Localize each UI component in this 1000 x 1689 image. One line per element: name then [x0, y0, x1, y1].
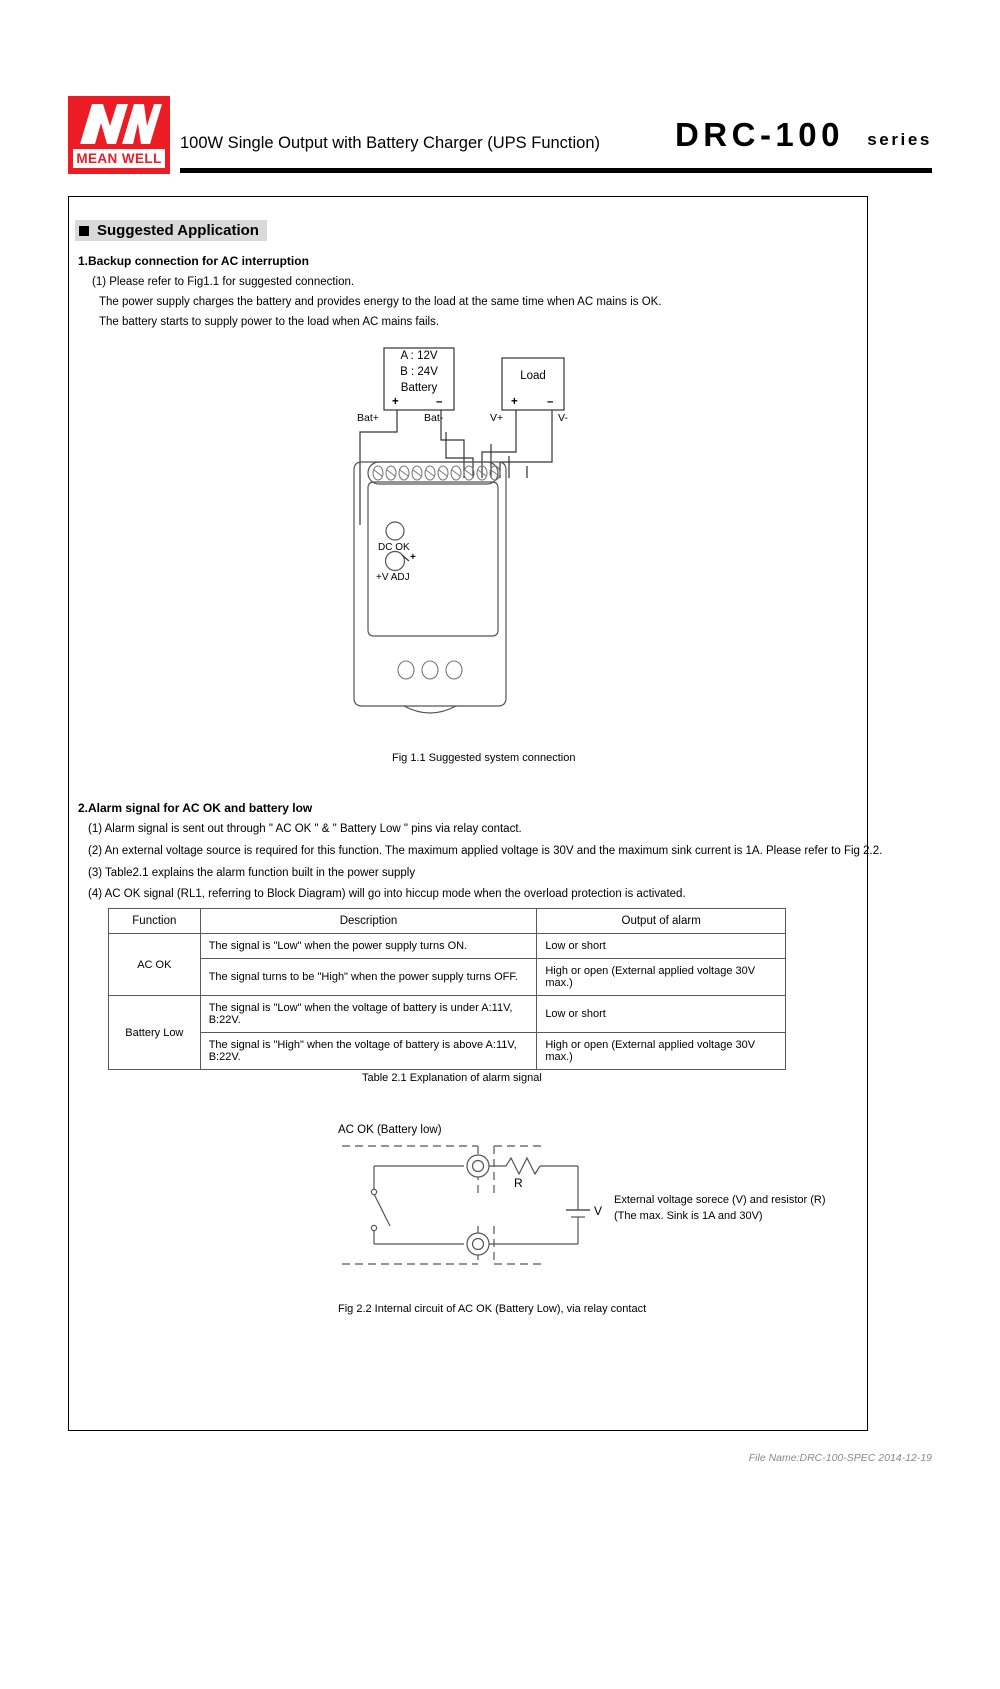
mw-monogram-icon: [68, 100, 170, 148]
load-minus-terminal: –: [547, 396, 554, 408]
part1-line-2: The power supply charges the battery and provides energy to the load at the same time when AC mains is OK.: [99, 296, 662, 308]
mean-well-logo: [68, 96, 170, 174]
part2-line-3: (3) Table2.1 explains the alarm function built in the power supply: [88, 867, 416, 879]
table-row: [109, 996, 786, 1033]
header-divider: [180, 168, 932, 173]
table-2-1-caption: Table 2.1 Explanation of alarm signal: [362, 1072, 542, 1084]
figure-2-2-note-line-2: (The max. Sink is 1A and 30V): [614, 1210, 763, 1222]
pin-label-v-plus: V+: [490, 412, 504, 424]
pin-label-bat-plus: Bat+: [357, 412, 379, 424]
header-model: DRC-100: [674, 116, 844, 153]
alarm-signal-table: [108, 908, 786, 1070]
table-cell-description: The signal turns to be "High" when the power supply turns OFF.: [200, 959, 537, 996]
table-cell-output: High or open (External applied voltage 30V max.): [537, 1033, 786, 1070]
table-cell-output: High or open (External applied voltage 30V max.): [537, 959, 786, 996]
table-header-row: [109, 909, 786, 934]
pin-label-bat-minus: Bat-: [424, 412, 444, 424]
page-header: [68, 96, 932, 178]
part2-line-1: (1) Alarm signal is sent out through " AC OK " & " Battery Low " pins via relay contact.: [88, 823, 522, 835]
footer-file-name: File Name:DRC-100-SPEC 2014-12-19: [748, 1452, 932, 1464]
table-cell-description: The signal is "Low" when the voltage of battery is under A:11V, B:22V.: [200, 996, 537, 1033]
load-plus-terminal: +: [511, 396, 518, 408]
header-series: series: [867, 130, 932, 149]
logo-brand-text: MEAN WELL: [73, 149, 165, 168]
part1-line-3: The battery starts to supply power to the load when AC mains fails.: [99, 316, 440, 328]
dc-ok-led-label: DC OK: [378, 542, 410, 553]
part1-line-1: (1) Please refer to Fig1.1 for suggested connection.: [92, 276, 355, 288]
table-header-output: Output of alarm: [537, 909, 786, 934]
figure-2-2-title: AC OK (Battery low): [338, 1124, 442, 1136]
square-bullet-icon: [79, 226, 89, 236]
table-cell-description: The signal is "High" when the voltage of battery is above A:11V, B:22V.: [200, 1033, 537, 1070]
table-cell-function: Battery Low: [109, 996, 201, 1070]
table-cell-function: AC OK: [109, 934, 201, 996]
table-cell-output: Low or short: [537, 934, 786, 959]
part1-heading: 1.Backup connection for AC interruption: [78, 254, 309, 268]
part2-line-4: (4) AC OK signal (RL1, referring to Block Diagram) will go into hiccup mode when the overload protection is activated.: [88, 888, 686, 900]
figure-1-1-system-connection: [340, 340, 630, 740]
table-cell-description: The signal is "Low" when the power supply turns ON.: [200, 934, 537, 959]
battery-label: Battery: [400, 382, 438, 394]
resistor-label: R: [514, 1176, 523, 1190]
figure-1-1-caption: Fig 1.1 Suggested system connection: [392, 752, 576, 764]
part2-line-2: (2) An external voltage source is required for this function. The maximum applied voltage is 30V and the maximum sink current is 1A. Please refer to Fig 2.2.: [88, 845, 883, 857]
figure-2-2-internal-circuit: [330, 1118, 826, 1308]
table-row: [109, 959, 786, 996]
section-heading: [75, 220, 267, 241]
table-header-function: Function: [109, 909, 201, 934]
header-subtitle: 100W Single Output with Battery Charger (UPS Function): [180, 134, 601, 152]
load-label: Load: [520, 370, 546, 382]
table-row: [109, 1033, 786, 1070]
adj-plus-marker: +: [410, 552, 416, 563]
battery-voltage-a: A : 12V: [400, 350, 438, 362]
table-row: [109, 934, 786, 959]
section-heading-label: Suggested Application: [97, 222, 259, 239]
pin-label-v-minus: V-: [558, 412, 568, 424]
table-cell-output: Low or short: [537, 996, 786, 1033]
table-header-description: Description: [200, 909, 537, 934]
battery-minus-terminal: –: [436, 396, 443, 408]
battery-plus-terminal: +: [392, 396, 399, 408]
voltage-source-label: V: [594, 1204, 603, 1218]
figure-2-2-caption: Fig 2.2 Internal circuit of AC OK (Battery Low), via relay contact: [338, 1303, 647, 1315]
part2-heading: 2.Alarm signal for AC OK and battery low: [78, 801, 313, 815]
battery-voltage-b: B : 24V: [400, 366, 438, 378]
v-adj-label: +V ADJ: [376, 572, 410, 583]
figure-2-2-note-line-1: External voltage sorece (V) and resistor (R): [614, 1194, 826, 1206]
